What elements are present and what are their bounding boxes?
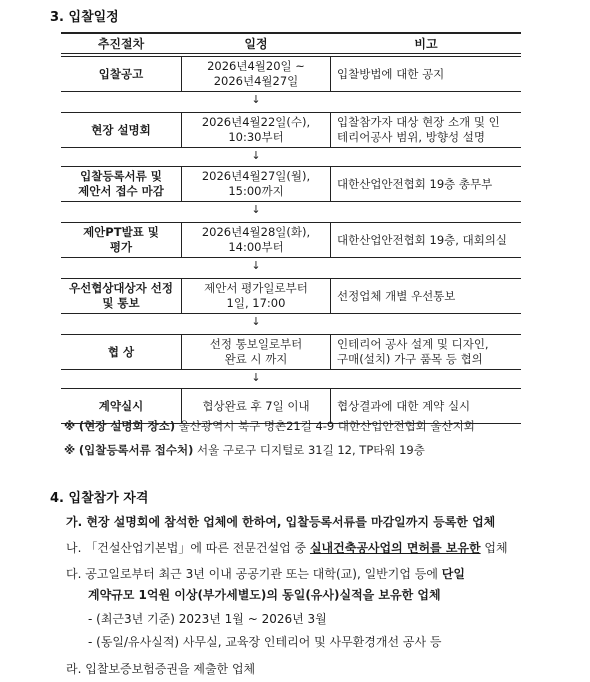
note-text: 서울 구로구 디지털로 31길 12, TP타워 19층 xyxy=(193,443,425,457)
schedule-line: 2026년4월28일(화), xyxy=(201,225,311,239)
header-step: 추진절차 xyxy=(97,37,145,51)
header-schedule: 일정 xyxy=(244,37,268,51)
remark-line: 구매(설치) 가구 품목 등 협의 xyxy=(337,352,483,366)
note-label: (현장 설명회 장소) xyxy=(78,419,176,433)
flow-arrow-icon: ↓ xyxy=(251,259,261,272)
schedule-row xyxy=(61,112,521,148)
schedule-cell xyxy=(181,113,331,147)
remark-line: 입찰방법에 대한 공지 xyxy=(337,66,445,81)
schedule-line: 2026년4월27일(월), xyxy=(201,169,311,183)
remark-line: 협상결과에 대한 계약 실시 xyxy=(337,398,471,413)
schedule-row xyxy=(61,278,521,314)
qualification-da xyxy=(66,565,465,582)
flow-arrow-icon: ↓ xyxy=(251,93,261,106)
qualification-ra: 라. 입찰보증보험증권을 제출한 업체 xyxy=(66,662,256,676)
schedule-line: 제안서 평가일로부터 xyxy=(204,281,308,295)
schedule-line: 2026년4월22일(수), xyxy=(201,115,311,129)
note-venue xyxy=(64,418,475,434)
da-bold-2: 계약규모 1억원 이상(부가세별도)의 동일(유사)실적을 보유한 업체 xyxy=(88,588,441,602)
flow-arrow-icon: ↓ xyxy=(251,203,261,216)
flow-arrow-icon: ↓ xyxy=(251,315,261,328)
schedule-row xyxy=(61,222,521,258)
step-cell: 현장 설명회 xyxy=(91,122,151,137)
qualification-da-sub1: - (최근3년 기준) 2023년 1월 ~ 2026년 3월 xyxy=(88,612,327,626)
schedule-line: 협상완료 후 7일 이내 xyxy=(202,398,310,413)
na-prefix: 나. 「건설산업기본법」에 따른 전문건설업 중 xyxy=(66,541,310,555)
section-4-title: 4. 입찰참가 자격 xyxy=(50,491,149,506)
section-3-title: 3. 입찰일정 xyxy=(50,10,119,25)
step-cell: 우선협상대상자 선정 및 통보 xyxy=(69,281,173,310)
schedule-line: 2026년4월27일 xyxy=(213,74,299,88)
schedule-line: 완료 시 까지 xyxy=(224,352,288,366)
schedule-row xyxy=(61,56,521,92)
flow-arrow-icon: ↓ xyxy=(251,149,261,162)
schedule-cell xyxy=(181,167,331,201)
schedule-line: 15:00까지 xyxy=(228,184,284,198)
schedule-line: 2026년4월20일 ~ xyxy=(207,59,305,73)
table-header xyxy=(61,32,521,54)
na-license-underlined: 실내건축공사업의 면허를 보유한 xyxy=(309,541,481,555)
remark-line: 인테리어 공사 설계 및 디자인, xyxy=(337,337,489,351)
remark-cell xyxy=(331,113,521,147)
note-mark: ※ xyxy=(64,419,76,433)
schedule-row xyxy=(61,334,521,370)
step-cell: 제안PT발표 및 평가 xyxy=(83,225,159,254)
flow-arrow-icon: ↓ xyxy=(251,371,261,384)
note-submission xyxy=(64,442,425,458)
header-remark: 비고 xyxy=(414,37,438,51)
na-suffix: 업체 xyxy=(480,541,508,555)
schedule-cell xyxy=(181,335,331,369)
da-bold-1: 단일 xyxy=(441,567,465,581)
remark-cell xyxy=(331,57,521,91)
note-text: 울산광역시 북구 명촌21길 4-9 대한산업안전협회 울산지회 xyxy=(175,419,475,433)
remark-line: 선정업체 개별 우선통보 xyxy=(337,288,456,303)
note-label: (입찰등록서류 접수처) xyxy=(78,443,194,457)
step-cell: 입찰등록서류 및 제안서 접수 마감 xyxy=(78,169,164,198)
step-cell: 입찰공고 xyxy=(98,66,144,81)
remark-cell xyxy=(331,167,521,201)
schedule-cell xyxy=(181,57,331,91)
remark-line: 대한산업안전협회 19층 총무부 xyxy=(337,176,493,191)
da-prefix: 다. 공고일로부터 최근 3년 이내 공공기관 또는 대학(교), 일반기업 등에 xyxy=(66,567,442,581)
schedule-cell xyxy=(181,279,331,313)
step-cell: 계약실시 xyxy=(98,398,144,413)
qualification-da-sub2: - (동일/유사실적) 사무실, 교육장 인테리어 및 사무환경개선 공사 등 xyxy=(88,635,442,649)
schedule-line: 10:30부터 xyxy=(228,130,284,144)
qualification-da-cont xyxy=(88,586,441,603)
remark-cell xyxy=(331,279,521,313)
qualification-na xyxy=(66,539,508,556)
remark-cell xyxy=(331,223,521,257)
remark-line: 입찰참가자 대상 현장 소개 및 인 xyxy=(337,115,500,129)
schedule-line: 14:00부터 xyxy=(228,240,284,254)
schedule-cell xyxy=(181,223,331,257)
schedule-line: 1일, 17:00 xyxy=(226,296,286,310)
remark-cell xyxy=(331,335,521,369)
schedule-table xyxy=(61,32,521,412)
remark-line: 대한산업안전협회 19층, 대회의실 xyxy=(337,232,508,247)
schedule-row xyxy=(61,166,521,202)
qualification-ga: 가. 현장 설명회에 참석한 업체에 한하여, 입찰등록서류를 마감일까지 등록한 업체 xyxy=(66,515,496,529)
remark-line: 테리어공사 범위, 방향성 설명 xyxy=(337,130,485,144)
step-cell: 협 상 xyxy=(107,344,135,359)
schedule-line: 선정 통보일로부터 xyxy=(209,337,303,351)
note-mark: ※ xyxy=(64,443,76,457)
